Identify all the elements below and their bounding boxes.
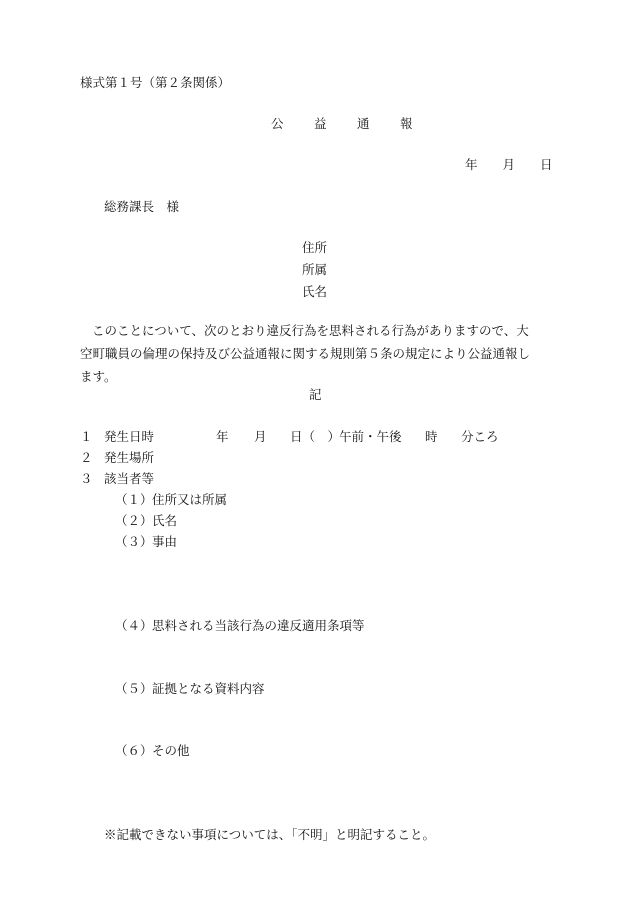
datetime-ampm: 午前・午後 [339,429,402,444]
subitem-number: （１） [115,492,153,507]
reporter-name-label: 氏名 [302,284,328,299]
datetime-month: 月 [254,429,267,444]
item-number: ３ [80,471,93,486]
subitem-label: 証拠となる資料内容 [152,681,265,696]
subitem-label: 事由 [152,534,178,549]
note: ※記載できない事項については、「不明」と明記すること。 [104,827,436,842]
subitem-label: 思料される当該行為の違反適用条項等 [152,618,365,633]
item-label: 発生場所 [104,450,155,465]
datetime-hour: 時 [425,429,438,444]
addressee: 総務課長 様 [104,199,180,214]
intro-paragraph: このことについて、次のとおり違反行為を思料される行為がありますので、大空町職員の倫理の保持及び公益通報に関する規則第５条の規定により公益通報します。 [80,323,531,384]
subitem-number: （２） [115,513,153,528]
item-number: ２ [80,450,93,465]
datetime-day-weekday: 日（ ） [290,429,341,444]
subitem-label: 住所又は所属 [152,492,228,507]
datetime-minute: 分ころ [461,429,499,444]
item-number: １ [80,429,93,444]
subitem-number: （５） [115,681,153,696]
date-line: 年 月 日 [465,157,553,172]
form-label: 様式第１号（第２条関係） [80,75,231,90]
subitem-number: （４） [115,618,153,633]
subitem-number: （６） [115,743,153,758]
subitem-label: その他 [152,743,190,758]
document-title: 公 益 通 報 [271,116,422,131]
reporter-affiliation-label: 所属 [302,262,328,277]
datetime-year: 年 [216,429,229,444]
ki-heading: 記 [309,387,322,402]
subitem-number: （３） [115,534,153,549]
subitem-label: 氏名 [152,513,178,528]
item-label: 該当者等 [104,471,155,486]
item-label: 発生日時 [104,429,155,444]
reporter-address-label: 住所 [302,240,328,255]
